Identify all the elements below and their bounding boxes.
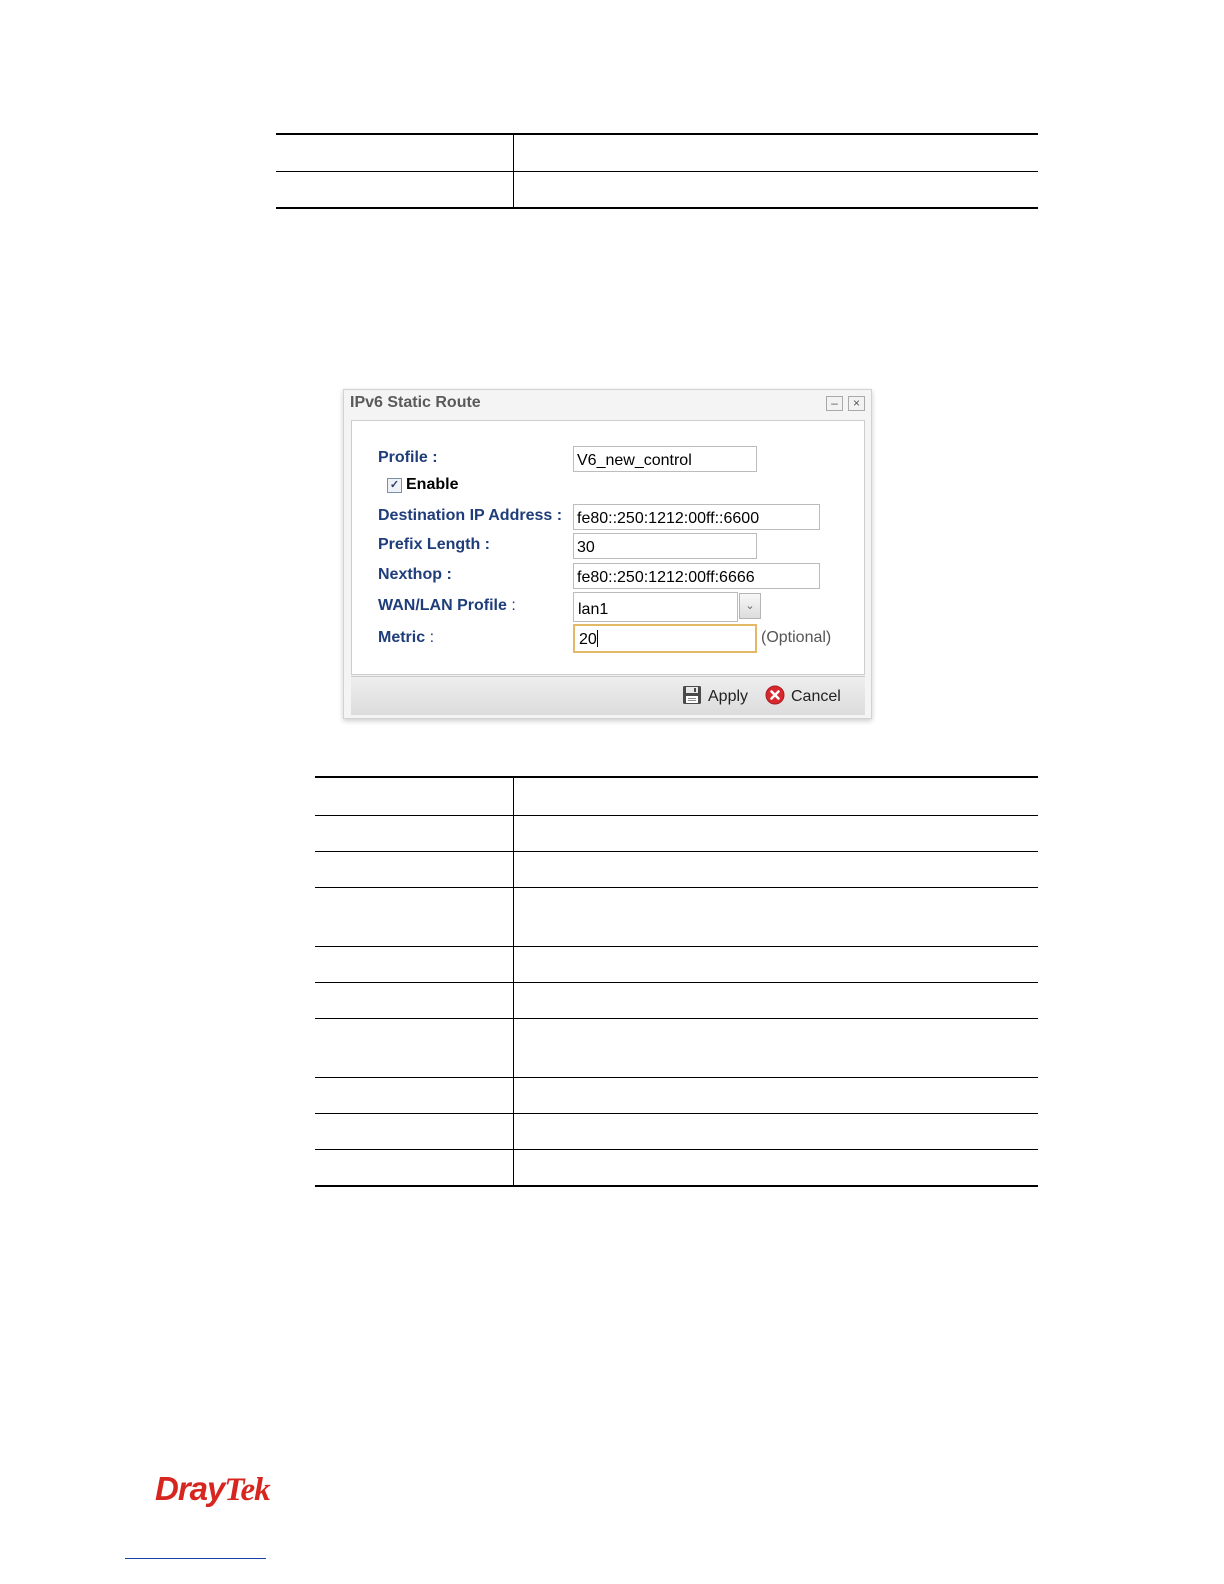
- table-cell: [513, 887, 1038, 946]
- draytek-logo: [155, 1470, 270, 1509]
- metric-label-text: Metric: [378, 629, 426, 646]
- metric-input[interactable]: [573, 624, 757, 653]
- select-value[interactable]: lan1: [573, 592, 738, 622]
- logo-part-dray: Dray: [155, 1470, 225, 1507]
- table-cell: [513, 946, 1038, 982]
- apply-label: Apply: [708, 688, 749, 705]
- label-colon: :: [506, 597, 516, 614]
- top-table: [276, 133, 1038, 209]
- table-cell: [315, 1113, 513, 1149]
- chevron-down-icon[interactable]: ⌄: [739, 593, 761, 619]
- nexthop-input[interactable]: fe80::250:1212:00ff:6666: [573, 563, 820, 589]
- text-cursor: [597, 630, 598, 647]
- red-x-circle-icon: [765, 685, 785, 705]
- table-cell: [513, 1149, 1038, 1186]
- table-cell: [315, 1077, 513, 1113]
- table-cell: [513, 815, 1038, 851]
- floppy-disk-icon: [682, 685, 702, 705]
- destination-ip-label: Destination IP Address :: [378, 507, 563, 524]
- minimize-button[interactable]: –: [826, 396, 843, 411]
- prefix-length-input[interactable]: 30: [573, 533, 757, 559]
- table-cell: [513, 1077, 1038, 1113]
- footer-rule: [125, 1558, 266, 1559]
- table-cell: [513, 1113, 1038, 1149]
- table-cell: [513, 851, 1038, 887]
- optional-hint: (Optional): [761, 629, 832, 646]
- ipv6-static-route-dialog: [343, 389, 872, 719]
- metric-value: 20: [579, 631, 597, 648]
- wan-lan-profile-label-text: WAN/LAN Profile: [378, 597, 507, 614]
- table-cell: [315, 1018, 513, 1077]
- apply-button[interactable]: [682, 685, 748, 706]
- cancel-label: Cancel: [791, 688, 841, 705]
- table-cell: [513, 134, 1038, 171]
- table-cell: [315, 1149, 513, 1186]
- table-cell: [315, 851, 513, 887]
- cancel-button[interactable]: [765, 685, 841, 706]
- profile-input[interactable]: V6_new_control: [573, 446, 757, 472]
- enable-checkbox[interactable]: ✓: [387, 478, 402, 493]
- metric-label: [378, 629, 434, 647]
- logo-part-tek: Tek: [224, 1472, 270, 1508]
- table-cell: [315, 815, 513, 851]
- wan-lan-profile-select[interactable]: [573, 592, 761, 622]
- profile-label: Profile :: [378, 449, 438, 466]
- dialog-footer: [351, 676, 865, 715]
- table-cell: [513, 982, 1038, 1018]
- table-cell: [315, 982, 513, 1018]
- nexthop-label: Nexthop :: [378, 566, 452, 583]
- wan-lan-profile-label: [378, 597, 516, 615]
- table-cell: [276, 134, 513, 171]
- enable-option: [387, 476, 458, 494]
- table-cell: [513, 171, 1038, 208]
- dialog-title: IPv6 Static Route: [350, 394, 481, 411]
- dialog-body: [351, 420, 865, 675]
- bottom-table: [315, 776, 1038, 1187]
- destination-ip-input[interactable]: fe80::250:1212:00ff::6600: [573, 504, 820, 530]
- prefix-length-label: Prefix Length :: [378, 536, 491, 553]
- close-button[interactable]: ×: [848, 396, 865, 411]
- enable-label: Enable: [406, 476, 459, 493]
- label-colon: :: [425, 629, 435, 646]
- table-cell: [315, 777, 513, 815]
- table-cell: [513, 1018, 1038, 1077]
- table-cell: [315, 946, 513, 982]
- table-cell: [315, 887, 513, 946]
- table-cell: [513, 777, 1038, 815]
- table-cell: [276, 171, 513, 208]
